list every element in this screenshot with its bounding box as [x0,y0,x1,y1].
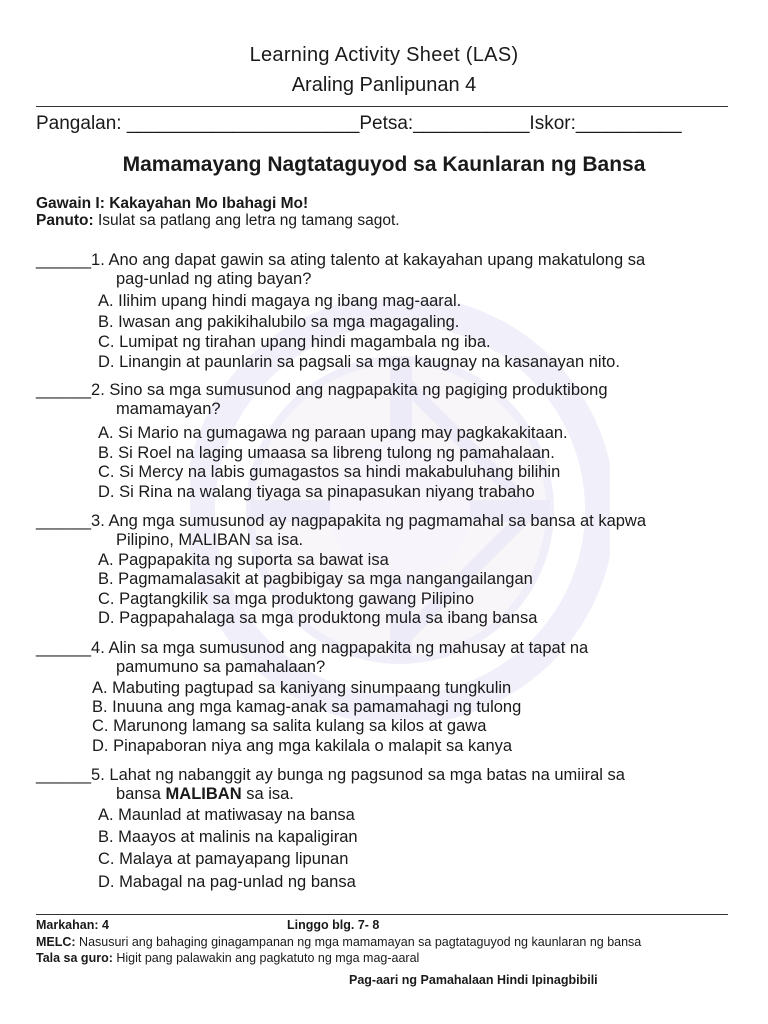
melc-text: Nasusuri ang bahaging ginagampanan ng mga mamamayan sa pagtataguyod ng kaunlaran ng bansa [75,935,642,949]
melc-line [36,935,641,949]
q4-option-d: D. Pinapaboran niya ang mga kakilala o malapit sa kanya [92,737,513,755]
top-divider [36,106,728,107]
q5-option-a: A. Maunlad at matiwasay na bansa [98,806,355,824]
q4-option-a: A. Mabuting pagtupad sa kaniyang sinumpaang tungkulin [92,679,512,697]
question-4-text: ______4. Alin sa mga sumusunod ang nagpapakita ng mahusay at tapat na [36,639,589,657]
q1-option-a: A. Ilihim upang hindi magaya ng ibang mag-aaral. [98,292,462,310]
question-2 [36,381,608,419]
q5-option-b: B. Maayos at malinis na kapaligiran [98,828,358,846]
sheet-title: Learning Activity Sheet (LAS) [249,44,519,66]
lesson-heading: Mamamayang Nagtataguyod sa Kaunlaran ng Bansa [122,153,646,176]
q3-option-b: B. Pagmamalasakit at pagbibigay sa mga nangangailangan [98,570,533,588]
teacher-note-label: Tala sa guro: [36,951,113,965]
question-3 [36,512,646,550]
q4-option-c: C. Marunong lamang sa salita kulang sa kilos at gawa [92,717,487,735]
q5-option-c: C. Malaya at pamayapang lipunan [98,850,349,868]
q3-option-c: C. Pagtangkilik sa mga produktong gawang Pilipino [98,590,475,608]
q3-option-d: D. Pagpapahalaga sa mga produktong mula sa ibang bansa [98,609,538,627]
question-5-prefix: bansa [116,785,166,803]
quarter-label: Markahan: 4 [36,918,109,932]
q3-option-a: A. Pagpapakita ng suporta sa bawat isa [98,551,389,569]
instruction [36,212,400,230]
subject-title: Araling Panlipunan 4 [291,74,477,96]
question-1-text-cont: pag-unlad ng ating bayan? [116,270,312,288]
q2-option-a: A. Si Mario na gumagawa ng paraan upang may pagkakakitaan. [98,424,568,442]
q2-option-c: C. Si Mercy na labis gumagastos sa hindi makabuluhang bilihin [98,463,561,481]
q1-option-b: B. Iwasan ang pakikihalubilo sa mga magagaling. [98,313,460,331]
question-4-text-cont: pamumuno sa pamahalaan? [116,658,326,676]
bottom-divider [36,914,728,915]
melc-label: MELC: [36,935,76,949]
question-2-text: ______2. Sino sa mga sumusunod ang nagpapakita ng pagiging produktibong [36,381,608,399]
question-3-text-cont: Pilipino, MALIBAN sa isa. [116,531,304,549]
q1-option-c: C. Lumipat ng tirahan upang hindi magambala ng iba. [98,333,491,351]
question-5-suffix: sa isa. [241,785,294,803]
ownership-notice: Pag-aari ng Pamahalaan Hindi Ipinagbibili [349,973,598,987]
instruction-label: Panuto: [36,212,94,229]
question-1-text: ______1. Ano ang dapat gawin sa ating talento at kakayahan upang makatulong sa [36,251,646,269]
question-5-emphasis: MALIBAN [165,785,242,803]
teacher-note [36,951,419,965]
question-5-text: ______5. Lahat ng nabanggit ay bunga ng pagsunod sa mga batas na umiiral sa [36,766,625,784]
question-2-text-cont: mamamayan? [116,400,221,418]
q1-option-d: D. Linangin at paunlarin sa pagsali sa mga kaugnay na kasanayan nito. [98,353,620,371]
question-1 [36,251,645,289]
q2-option-d: D. Si Rina na walang tiyaga sa pinapasukan niyang trabaho [98,483,535,501]
question-4 [36,639,588,677]
instruction-text: Isulat sa patlang ang letra ng tamang sagot. [93,212,400,229]
activity-title: Gawain I: Kakayahan Mo Ibahagi Mo! [36,195,309,212]
q5-option-d: D. Mabagal na pag-unlad ng bansa [98,873,356,891]
teacher-note-text: Higit pang palawakin ang pagkatuto ng mga mag-aaral [112,951,420,965]
student-info-line: Pangalan: ______________________Petsa:___________Iskor:__________ [36,113,682,134]
question-5-text-cont [36,785,625,804]
question-5 [36,766,625,804]
q4-option-b: B. Inuuna ang mga kamag-anak sa pamamahagi ng tulong [92,698,522,716]
question-3-text: ______3. Ang mga sumusunod ay nagpapakita ng pagmamahal sa bansa at kapwa [36,512,647,530]
week-label: Linggo blg. 7- 8 [287,918,380,932]
q2-option-b: B. Si Roel na laging umaasa sa libreng tulong ng pamahalaan. [98,444,555,462]
